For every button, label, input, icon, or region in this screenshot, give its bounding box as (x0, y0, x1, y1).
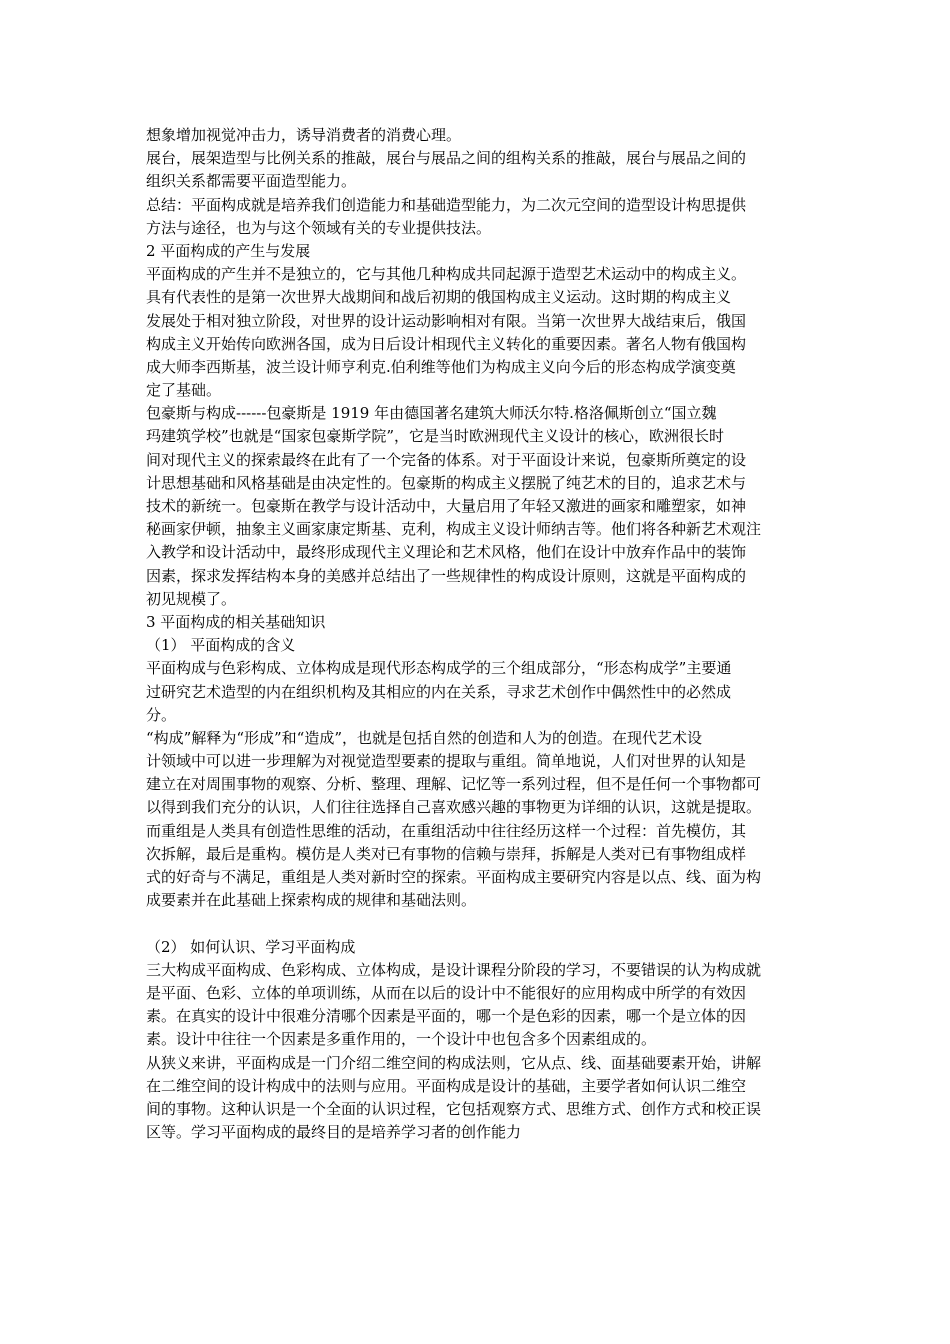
text-line: 入教学和设计活动中，最终形成现代主义理论和艺术风格，他们在设计中放弃作品中的装饰 (146, 543, 747, 562)
text-line: 想象增加视觉冲击力，诱导消费者的消费心理。 (146, 126, 462, 144)
subsection-heading: （2） 如何认识、学习平面构成 (146, 937, 356, 956)
heading-subsection-1 (146, 634, 816, 657)
text-line: 具有代表性的是第一次世界大战期间和战后初期的俄国构成主义运动。这时期的构成主义 (146, 288, 732, 307)
text-line: 构成主义开始传向欧洲各国，成为日后设计相现代主义转化的重要因素。著名人物有俄国构 (146, 334, 747, 353)
text-line: 方法与途径，也为与这个领域有关的专业提供技法。 (146, 218, 492, 237)
paragraph-ad-intro (146, 124, 816, 147)
text-line: 包豪斯与构成------包豪斯是 1919 年由德国著名建筑大师沃尔特.格洛佩斯创立“国立魏 (146, 404, 717, 423)
text-line: 计领域中可以进一步理解为对视觉造型要素的提取与重组。简单地说，人们对世界的认知是 (146, 752, 747, 771)
text-line: 而重组是人类具有创造性思维的活动，在重组活动中往往经历这样一个过程：首先模仿，其 (146, 821, 747, 840)
heading-section-3 (146, 611, 816, 634)
text-line: 分。 (146, 705, 177, 724)
text-line: 是平面、色彩、立体的单项训练，从而在以后的设计中不能很好的应用构成中所学的有效因 (146, 983, 747, 1002)
text-line: 平面构成与色彩构成、立体构成是现代形态构成学的三个组成部分，“形态构成学”主要通 (146, 659, 732, 678)
text-line: 从狭义来讲，平面构成是一门介绍二维空间的构成法则，它从点、线、面基础要素开始，讲解 (146, 1053, 762, 1072)
text-line: “构成”解释为“形成”和“造成”，也就是包括自然的创造和人为的创造。在现代艺术设 (146, 728, 703, 747)
text-line: 计思想基础和风格基础是由决定性的。包豪斯的构成主义摆脱了纯艺术的目的，追求艺术与 (146, 473, 747, 492)
text-line: 展台，展架造型与比例关系的推敲，展台与展品之间的组构关系的推敲，展台与展品之间的 (146, 149, 747, 168)
text-line: 成大师李西斯基，波兰设计师亨利克.伯利维等他们为构成主义向今后的形态构成学演变奠 (146, 357, 736, 376)
section-heading: 2 平面构成的产生与发展 (146, 241, 311, 260)
blank-line (146, 912, 816, 935)
text-line: 在二维空间的设计构成中的法则与应用。平面构成是设计的基础，主要学者如何认识二维空 (146, 1076, 747, 1095)
text-line: 素。在真实的设计中很难分清哪个因素是平面的，哪一个是色彩的因素，哪一个是立体的因 (146, 1007, 747, 1026)
text-line: 因素，探求发挥结构本身的美感并总结出了一些规律性的构成设计原则，这就是平面构成的 (146, 566, 747, 585)
paragraph-three-compositions (146, 959, 816, 1052)
text-line: 间的事物。这种认识是一个全面的认识过程，它包括观察方式、思维方式、创作方式和校正误 (146, 1099, 762, 1118)
heading-subsection-2 (146, 936, 816, 959)
paragraph-narrow-sense (146, 1052, 816, 1145)
section-heading: 3 平面构成的相关基础知识 (146, 612, 326, 631)
text-line: 过研究艺术造型的内在组织机构及其相应的内在关系，寻求艺术创作中偶然性中的必然成 (146, 682, 732, 701)
paragraph-summary (146, 194, 816, 240)
text-line: 素。设计中往往一个因素是多重作用的，一个设计中也包含多个因素组成的。 (146, 1030, 657, 1049)
text-line: 成要素并在此基础上探索构成的规律和基础法则。 (146, 891, 477, 910)
text-line: 区等。学习平面构成的最终目的是培养学习者的创作能力 (146, 1123, 522, 1142)
text-line: 次拆解，最后是重构。模仿是人类对已有事物的信赖与崇拜，拆解是人类对已有事物组成样 (146, 844, 747, 863)
text-line: 间对现代主义的探索最终在此有了一个完备的体系。对于平面设计来说，包豪斯所奠定的设 (146, 450, 747, 469)
text-line: 总结：平面构成就是培养我们创造能力和基础造型能力，为二次元空间的造型设计构思提供 (146, 195, 747, 214)
text-line: 以得到我们充分的认识，人们往往选择自己喜欢感兴趣的事物更为详细的认识，这就是提取。 (146, 798, 762, 817)
text-line: 定了基础。 (146, 381, 222, 400)
text-line: 初见规模了。 (146, 589, 237, 608)
paragraph-exhibition-stand (146, 147, 816, 193)
empty-line (146, 912, 816, 935)
text-line: 秘画家伊顿，抽象主义画家康定斯基、克利，构成主义设计师纳吉等。他们将各种新艺术观注 (146, 520, 762, 539)
paragraph-bauhaus (146, 402, 816, 611)
text-line: 三大构成平面构成、色彩构成、立体构成，是设计课程分阶段的学习，不要错误的认为构成就 (146, 960, 762, 979)
text-line: 平面构成的产生并不是独立的，它与其他几种构成共同起源于造型艺术运动中的构成主义。 (146, 265, 747, 284)
text-line: 发展处于相对独立阶段，对世界的设计运动影响相对有限。当第一次世界大战结束后，俄国 (146, 311, 747, 330)
text-line: 式的好奇与不满足，重组是人类对新时空的探索。平面构成主要研究内容是以点、线、面为构 (146, 868, 762, 886)
text-line: 建立在对周围事物的观察、分析、整理、理解、记忆等一系列过程，但不是任何一个事物都可 (146, 775, 762, 794)
document-body (146, 124, 816, 1144)
paragraph-definition (146, 657, 816, 727)
text-line: 技术的新统一。包豪斯在教学与设计活动中，大量启用了年轻又激进的画家和雕塑家，如神 (146, 497, 747, 515)
heading-section-2 (146, 240, 816, 263)
paragraph-origin (146, 263, 816, 402)
subsection-heading: （1） 平面构成的含义 (146, 636, 296, 655)
paragraph-composition-meaning (146, 727, 816, 913)
text-line: 组织关系都需要平面造型能力。 (146, 172, 357, 191)
text-line: 玛建筑学校”也就是“国家包豪斯学院”，它是当时欧洲现代主义设计的核心，欧洲很长时 (146, 427, 725, 446)
